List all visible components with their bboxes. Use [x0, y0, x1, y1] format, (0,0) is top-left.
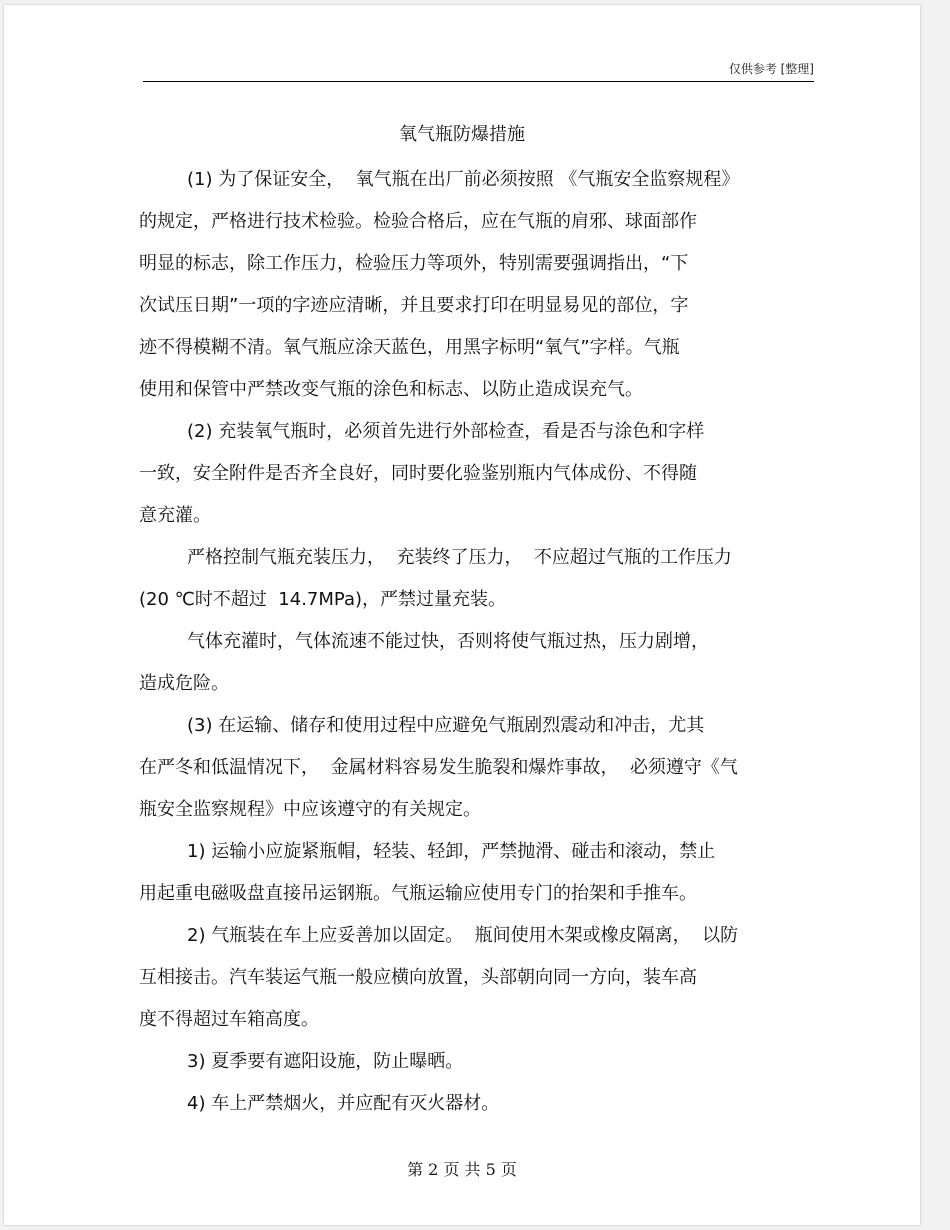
page-footer: 第 2 页 共 5 页: [407, 1160, 517, 1179]
paragraph-line: 气体充灌时，气体流速不能过快，否则将使气瓶过热，压力剧增，: [187, 631, 709, 652]
paragraph-line: 造成危险。: [139, 673, 229, 694]
paragraph-line: 度不得超过车箱高度。: [139, 1009, 319, 1030]
paragraph-line: 1) 运输小应旋紧瓶帽，轻装、轻卸，严禁抛滑、碰击和滚动，禁止: [187, 841, 716, 862]
document-title: 氧气瓶防爆措施: [399, 124, 525, 145]
header-label: 仅供参考 [整理]: [728, 62, 814, 76]
paragraph-line: (3) 在运输、储存和使用过程中应避免气瓶剧烈震动和冲击，尤其: [187, 715, 705, 736]
paragraph-line: 的规定，严格进行技术检验。检验合格后，应在气瓶的肩邪、球面部作: [139, 211, 697, 232]
paragraph-line: 迹不得模糊不清。氧气瓶应涂天蓝色，用黑字标明“氧气”字样。气瓶: [139, 337, 680, 358]
page-header: [143, 61, 814, 82]
paragraph-line: 次试压日期”一项的字迹应清晰，并且要求打印在明显易见的部位，字: [139, 295, 689, 316]
paragraph-line: 互相接击。汽车装运气瓶一般应横向放置，头部朝向同一方向，装车高: [139, 967, 697, 988]
paragraph-line: 瓶安全监察规程》中应该遵守的有关规定。: [139, 799, 481, 820]
paragraph-line: 2) 气瓶装在车上应妥善加以固定。 瓶间使用木架或橡皮隔离， 以防: [187, 925, 739, 946]
paragraph-line: 意充灌。: [139, 505, 211, 526]
paragraph-line: 一致，安全附件是否齐全良好，同时要化验鉴别瓶内气体成份、不得随: [139, 463, 697, 484]
paragraph-line: 明显的标志，除工作压力，检验压力等项外，特别需要强调指出，“下: [139, 253, 689, 274]
paragraph-line: 4) 车上严禁烟火，并应配有灭火器材。: [187, 1093, 500, 1114]
paragraph-line: (20 ℃时不超过 14.7MPa)，严禁过量充装。: [139, 589, 507, 610]
paragraph-line: 使用和保管中严禁改变气瓶的涂色和标志、以防止造成误充气。: [139, 379, 643, 400]
paragraph-line: 用起重电磁吸盘直接吊运钢瓶。气瓶运输应使用专门的抬架和手推车。: [139, 883, 697, 904]
paragraph-line: (2) 充装氧气瓶时，必须首先进行外部检查，看是否与涂色和字样: [187, 421, 705, 442]
paragraph-line: 3) 夏季要有遮阳设施，防止曝晒。: [187, 1051, 464, 1072]
paragraph-line: 在严冬和低温情况下， 金属材料容易发生脆裂和爆炸事故， 必须遵守《气: [139, 757, 738, 778]
paragraph-line: 严格控制气瓶充装压力， 充装终了压力， 不应超过气瓶的工作压力: [187, 547, 732, 568]
paragraph-line: (1) 为了保证安全， 氧气瓶在出厂前必须按照 《气瓶安全监察规程》: [187, 169, 740, 190]
document-page: [4, 5, 920, 1225]
